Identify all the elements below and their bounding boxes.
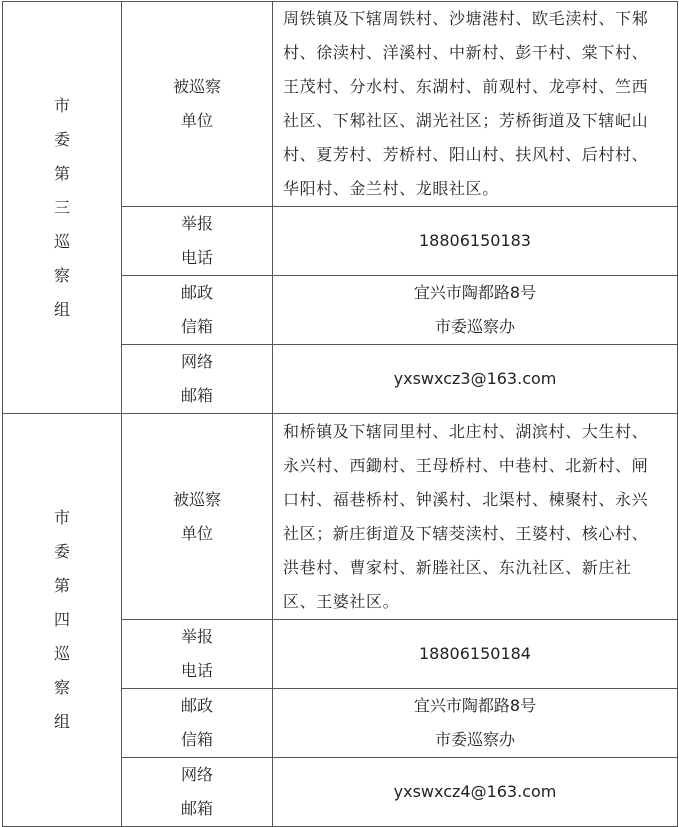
group-2-email-label: 网络 邮箱 [122, 758, 273, 827]
group-2-units-row [3, 414, 678, 620]
group-1-phone-label: 举报 电话 [122, 207, 273, 276]
group-1-post-value: 宜兴市陶都路8号 市委巡察办 [273, 276, 678, 345]
group-2-email-value: yxswxcz4@163.com [273, 758, 678, 827]
group-1-name: 市 委 第 三 巡 察 组 [53, 95, 70, 319]
group-2-phone-label: 举报 电话 [122, 620, 273, 689]
group-2-post-label: 邮政 信箱 [122, 689, 273, 758]
group-1-email-value: yxswxcz3@163.com [273, 345, 678, 414]
group-2-name-cell [3, 414, 122, 827]
group-1-units-list: 周铁镇及下辖周铁村、沙塘港村、欧毛渎村、下邾 村、徐渎村、洋溪村、中新村、彭干村、棠下村、 王茂村、分水村、东湖村、前观村、龙亭村、竺西 社区、下邾社区、湖光社区；芳桥街道及下辖屺山 村、夏芳村、芳桥村、阳山村、扶风村、后村村、 华阳村、金兰村、龙眼社区。 [273, 2, 678, 207]
group-2-units-list: 和桥镇及下辖同里村、北庄村、湖滨村、大生村、 永兴村、西鋤村、王母桥村、中巷村、北新村、闸 口村、福巷桥村、钟溪村、北渠村、楝聚村、永兴 社区；新庄街道及下辖茭渎村、王婆村、核心村、 洪巷村、曹家村、新塍社区、东氿社区、新庄社 区、王婆社区。 [273, 414, 678, 620]
inspection-info-table [2, 1, 678, 827]
group-2-post-value: 宜兴市陶都路8号 市委巡察办 [273, 689, 678, 758]
group-1-phone-value: 18806150183 [273, 207, 678, 276]
group-2-phone-value: 18806150184 [273, 620, 678, 689]
group-2-units-label: 被巡察 单位 [122, 414, 273, 620]
group-1-units-row [3, 2, 678, 207]
group-1-email-label: 网络 邮箱 [122, 345, 273, 414]
group-1-units-label: 被巡察 单位 [122, 2, 273, 207]
group-1-post-label: 邮政 信箱 [122, 276, 273, 345]
group-2-name: 市 委 第 四 巡 察 组 [53, 508, 70, 731]
group-1-name-cell [3, 2, 122, 414]
